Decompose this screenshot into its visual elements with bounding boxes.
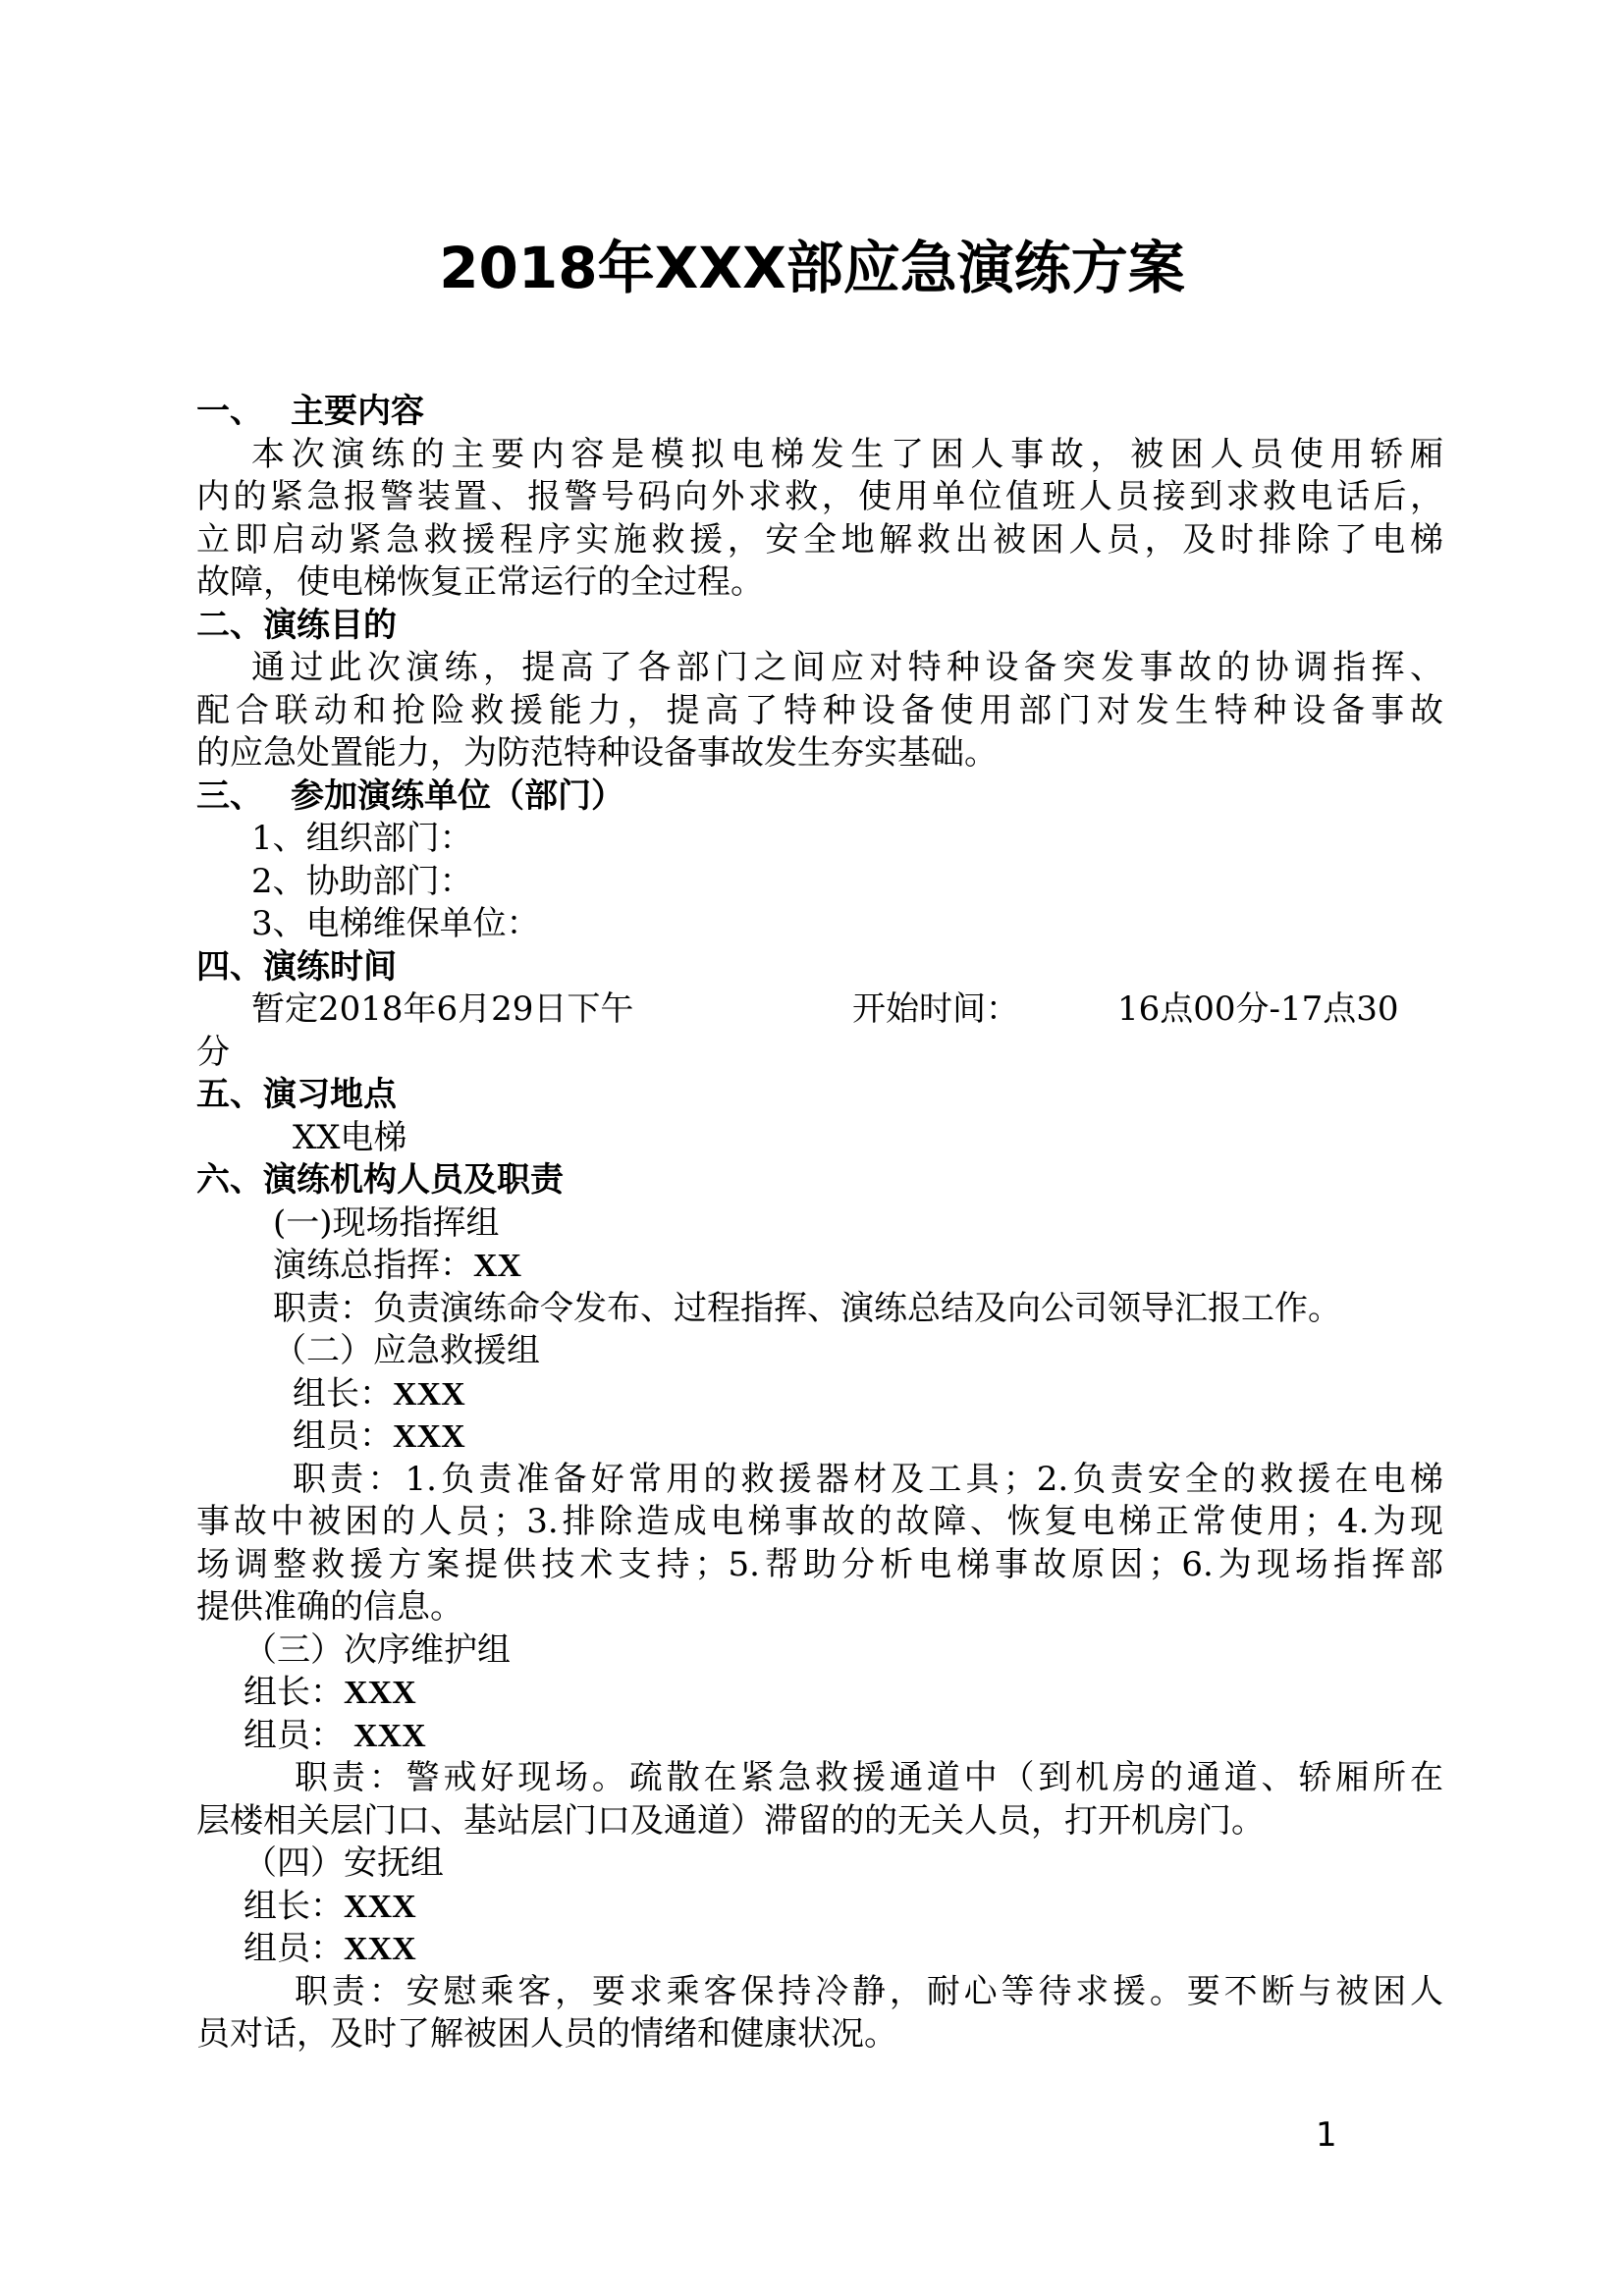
document-body xyxy=(196,391,1443,2056)
start-time-label: 开始时间： xyxy=(852,989,1019,1029)
group-1-title: (一)现场指挥组 xyxy=(273,1202,500,1243)
section-number: 六、 xyxy=(196,1160,263,1200)
paragraph-line: 的应急处置能力，为防范特种设备事故发生夯实基础。 xyxy=(196,733,998,773)
schedule-line xyxy=(196,988,1443,1032)
section-number: 三、 xyxy=(196,775,263,816)
group-1-duty: 职责：负责演练命令发布、过程指挥、演练总结及向公司领导汇报工作。 xyxy=(273,1288,1341,1328)
section-1-heading xyxy=(196,391,1443,434)
commander-label: 演练总指挥： xyxy=(273,1246,473,1285)
member-label: 组员： xyxy=(244,1715,344,1755)
member-line xyxy=(196,1715,1443,1758)
paragraph-line: 配合联动和抢险救援能力，提高了特种设备使用部门对发生特种设备事故 xyxy=(196,690,1443,730)
section-title: 演练目的 xyxy=(263,605,397,645)
member-value: XXX xyxy=(353,1717,426,1754)
member-label: 组员： xyxy=(293,1416,393,1456)
leader-label: 组长： xyxy=(244,1886,344,1926)
member-value: XXX xyxy=(393,1418,465,1455)
leader-label: 组长： xyxy=(244,1673,344,1712)
section-6-heading xyxy=(196,1159,1443,1202)
group-4-title: （四）安抚组 xyxy=(244,1843,444,1883)
group-2-title: （二）应急救援组 xyxy=(273,1331,540,1370)
section-title: 演习地点 xyxy=(263,1075,397,1114)
paragraph-line: 职责：警戒好现场。疏散在紧急救援通道中（到机房的通道、轿厢所在 xyxy=(295,1758,1443,1797)
section-number: 四、 xyxy=(196,946,263,987)
paragraph-line: 员对话，及时了解被困人员的情绪和健康状况。 xyxy=(196,2014,897,2054)
list-item: 3、电梯维保单位： xyxy=(251,904,540,943)
member-line xyxy=(196,1415,1443,1459)
paragraph-line: 立即启动紧急救援程序实施救援，安全地解救出被困人员，及时排除了电梯 xyxy=(196,519,1443,560)
group-3-title: （三）次序维护组 xyxy=(244,1629,511,1670)
section-2-heading xyxy=(196,605,1443,648)
section-title: 演练时间 xyxy=(263,946,397,987)
member-label: 组员： xyxy=(244,1929,344,1968)
paragraph-line: 通过此次演练，提高了各部门之间应对特种设备突发事故的协调指挥、 xyxy=(251,648,1443,687)
paragraph-line: 本次演练的主要内容是模拟电梯发生了困人事故，被困人员使用轿厢 xyxy=(251,434,1443,474)
leader-label: 组长： xyxy=(293,1373,393,1414)
leader-line xyxy=(196,1373,1443,1416)
leader-line xyxy=(196,1672,1443,1715)
section-title: 参加演练单位（部门） xyxy=(291,775,624,816)
time-range-tail: 分 xyxy=(196,1032,230,1072)
section-number: 二、 xyxy=(196,605,263,645)
paragraph-line: 场调整救援方案提供技术支持；5.帮助分析电梯事故原因；6.为现场指挥部 xyxy=(196,1544,1443,1584)
page-number: 1 xyxy=(1316,2115,1337,2155)
section-number: 一、 xyxy=(196,392,263,431)
paragraph-line: 提供准确的信息。 xyxy=(196,1587,463,1627)
member-value: XXX xyxy=(344,1931,416,1967)
leader-line xyxy=(196,1886,1443,1929)
drill-location: XX电梯 xyxy=(293,1117,407,1157)
paragraph-line: 故障，使电梯恢复正常运行的全过程。 xyxy=(196,562,764,602)
commander-value: XX xyxy=(473,1248,522,1284)
schedule-date: 暂定2018年6月29日下午 xyxy=(251,989,634,1029)
section-5-heading xyxy=(196,1074,1443,1117)
leader-value: XXX xyxy=(344,1888,416,1925)
paragraph-line: 事故中被困的人员；3.排除造成电梯事故的故障、恢复电梯正常使用；4.为现 xyxy=(196,1502,1443,1541)
section-title: 主要内容 xyxy=(291,392,424,431)
section-title: 演练机构人员及职责 xyxy=(263,1160,564,1200)
time-range: 16点00分-17点30 xyxy=(1117,989,1399,1029)
section-3-heading xyxy=(196,775,1443,819)
leader-value: XXX xyxy=(393,1375,465,1413)
document-title: 2018年XXX部应急演练方案 xyxy=(439,235,1185,301)
list-item: 1、组织部门： xyxy=(251,819,473,858)
paragraph-line: 职责：安慰乘客，要求乘客保持冷静，耐心等待求援。要不断与被困人 xyxy=(295,1971,1443,2011)
paragraph-line: 职责：1.负责准备好常用的救援器材及工具；2.负责安全的救援在电梯 xyxy=(293,1459,1443,1499)
leader-value: XXX xyxy=(344,1675,416,1711)
member-line xyxy=(196,1928,1443,1971)
paragraph-line: 层楼相关层门口、基站层门口及通道）滞留的的无关人员，打开机房门。 xyxy=(196,1800,1265,1841)
paragraph-line: 内的紧急报警装置、报警号码向外求救，使用单位值班人员接到求救电话后， xyxy=(196,477,1443,516)
commander-line xyxy=(196,1245,1443,1288)
section-number: 五、 xyxy=(196,1075,263,1114)
section-4-heading xyxy=(196,946,1443,989)
list-item: 2、协助部门： xyxy=(251,861,473,901)
